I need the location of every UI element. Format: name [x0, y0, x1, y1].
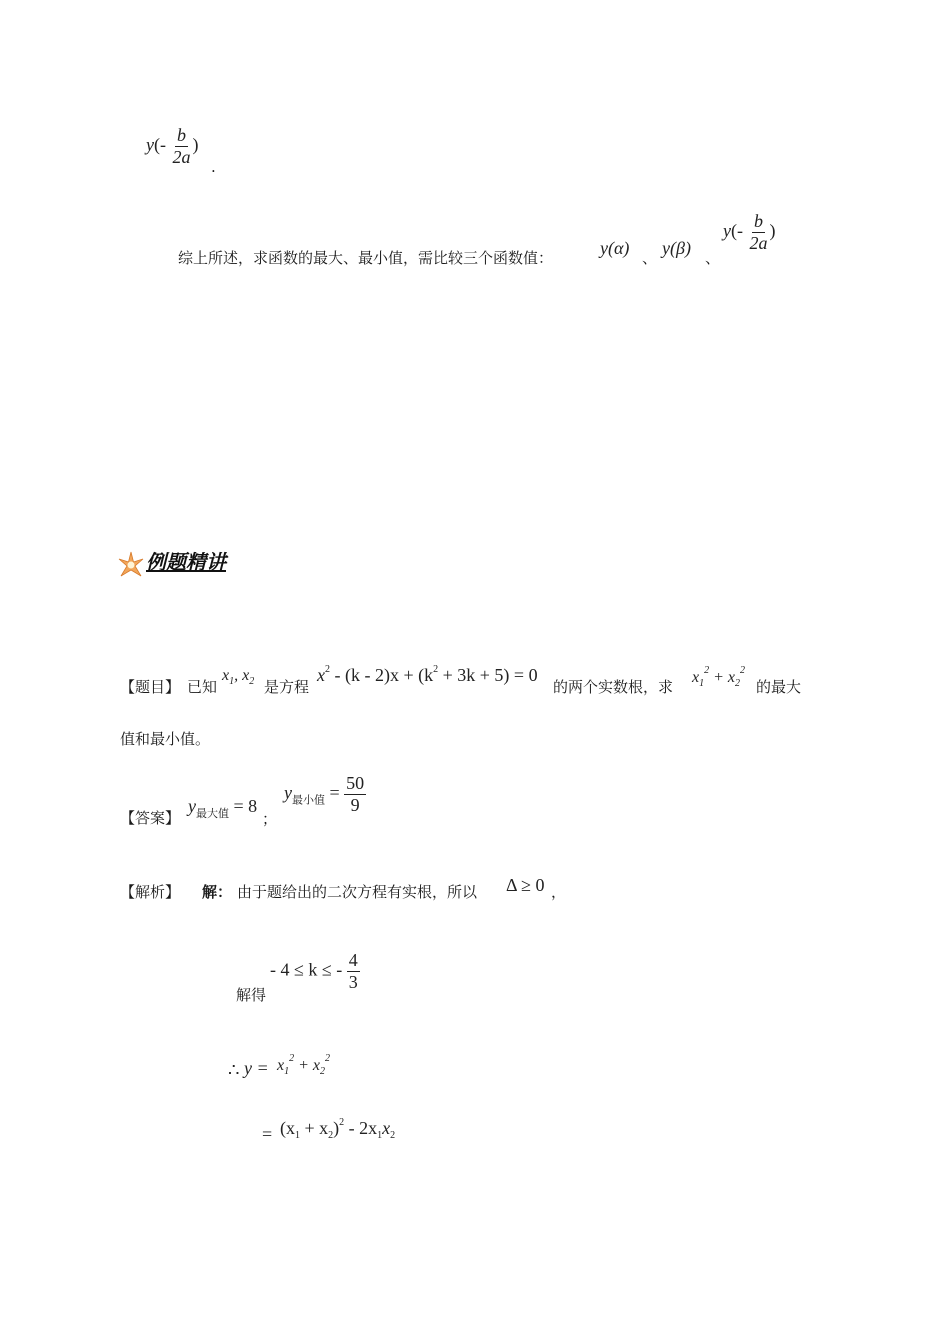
therefore-symbol: ∴ — [228, 1060, 240, 1080]
subscript: 1 — [377, 1130, 383, 1141]
expr-part: (x — [280, 1118, 295, 1138]
equals: = — [329, 782, 340, 803]
value-y-vertex — [723, 212, 776, 253]
comma: ， — [551, 883, 567, 901]
math-close: ) — [769, 220, 776, 241]
equation-part: + 3k + 5) = 0 — [438, 665, 538, 685]
subscript-max: 最大值 — [196, 808, 229, 820]
math-x: x — [382, 1118, 391, 1138]
subscript: 1 — [229, 676, 235, 687]
superscript: 2 — [740, 665, 746, 676]
value-y-beta: y(β) — [662, 238, 691, 258]
equation-part: - (k - 2)x + (k — [330, 665, 434, 685]
fraction-denominator: 2a — [172, 146, 191, 167]
problem-tag: 【题目】 — [120, 678, 181, 696]
expr-part: - 2x — [344, 1118, 378, 1138]
identity-expr — [280, 1117, 395, 1141]
sum-of-squares-expr: $x_1^2 + x_2^2$ — [277, 1053, 331, 1077]
max-value: = 8 — [233, 796, 258, 816]
subscript-min: 最小值 — [292, 794, 325, 807]
answer-tag: 【答案】 — [120, 809, 181, 827]
superscript: 2 — [325, 1053, 331, 1064]
period: . — [211, 158, 216, 176]
fraction-denominator: 2a — [749, 232, 768, 253]
k-range — [270, 951, 360, 992]
y-equals: y = — [244, 1058, 269, 1078]
math-close: ) — [192, 134, 199, 155]
fraction-numerator: 4 — [348, 950, 358, 970]
subscript: 2 — [249, 676, 255, 687]
equals: = — [262, 1124, 273, 1144]
math-x: x — [727, 669, 736, 686]
separator: 、 — [642, 249, 658, 267]
math-y: y — [188, 796, 196, 816]
fraction-b-over-2a — [171, 126, 193, 167]
sum-of-squares: $x_1^2 + x_2^2$ — [692, 665, 746, 689]
subscript: 2 — [390, 1130, 396, 1141]
separator: 、 — [705, 249, 721, 267]
section-title: 例题精讲 — [146, 550, 226, 574]
subscript: 2 — [328, 1130, 334, 1141]
analysis-text: 由于题给出的二次方程有实根，所以 — [237, 883, 478, 901]
fraction-numerator: 50 — [346, 773, 365, 793]
problem-text: 值和最小值。 — [120, 730, 211, 748]
superscript: 2 — [325, 664, 330, 675]
math-y: y — [284, 782, 292, 803]
subscript: 2 — [735, 678, 741, 689]
answer-max — [188, 796, 257, 821]
analysis-tag: 【解析】 — [120, 883, 181, 901]
math-open: (- — [731, 220, 743, 241]
fraction-denominator: 3 — [348, 971, 358, 992]
math-x: x — [312, 1057, 321, 1074]
problem-text: 的最大 — [756, 678, 802, 696]
answer-min — [284, 774, 366, 815]
subscript: 1 — [295, 1130, 300, 1141]
fraction-numerator: b — [754, 211, 763, 231]
solve-label: 解得 — [236, 986, 267, 1004]
math-x: x — [277, 1057, 285, 1074]
fraction-numerator: b — [177, 125, 186, 145]
range-text: - 4 ≤ k ≤ - — [270, 959, 343, 980]
math-x: x — [222, 667, 230, 684]
problem-text: 已知 — [187, 678, 218, 696]
superscript: 2 — [704, 665, 710, 676]
section-header — [116, 546, 226, 580]
subscript: 1 — [699, 678, 705, 689]
fraction-denominator: 9 — [350, 794, 360, 815]
solution-label: 解： — [202, 883, 233, 901]
expr-part: ) — [333, 1118, 340, 1138]
superscript: 2 — [433, 664, 439, 675]
fraction-b-over-2a — [748, 212, 770, 253]
discriminant-condition: Δ ≥ 0 — [506, 875, 545, 895]
math-x: x — [242, 667, 250, 684]
problem-text: 是方程 — [264, 678, 310, 696]
top-expression — [146, 126, 199, 167]
fraction-4-over-3 — [347, 951, 360, 992]
value-y-alpha: y(α) — [600, 238, 630, 258]
math-x: x — [692, 669, 700, 686]
math-open: (- — [154, 134, 166, 155]
superscript: 2 — [289, 1053, 295, 1064]
subscript: 2 — [320, 1066, 326, 1077]
expr-part: + x — [300, 1118, 329, 1138]
sparkle-icon — [116, 550, 146, 580]
math-y: y — [146, 134, 154, 155]
separator: ； — [262, 810, 278, 828]
quadratic-equation — [317, 664, 538, 686]
problem-text: 的两个实数根，求 — [553, 678, 674, 696]
roots-x1-x2: $x_1$, $x_2$ — [222, 667, 255, 687]
superscript: 2 — [339, 1117, 345, 1128]
math-y: y — [723, 220, 731, 241]
math-x: x — [317, 665, 325, 685]
summary-text: 综上所述，求函数的最大、最小值，需比较三个函数值： — [178, 249, 554, 267]
subscript: 1 — [284, 1066, 290, 1077]
fraction-50-over-9 — [344, 774, 366, 815]
